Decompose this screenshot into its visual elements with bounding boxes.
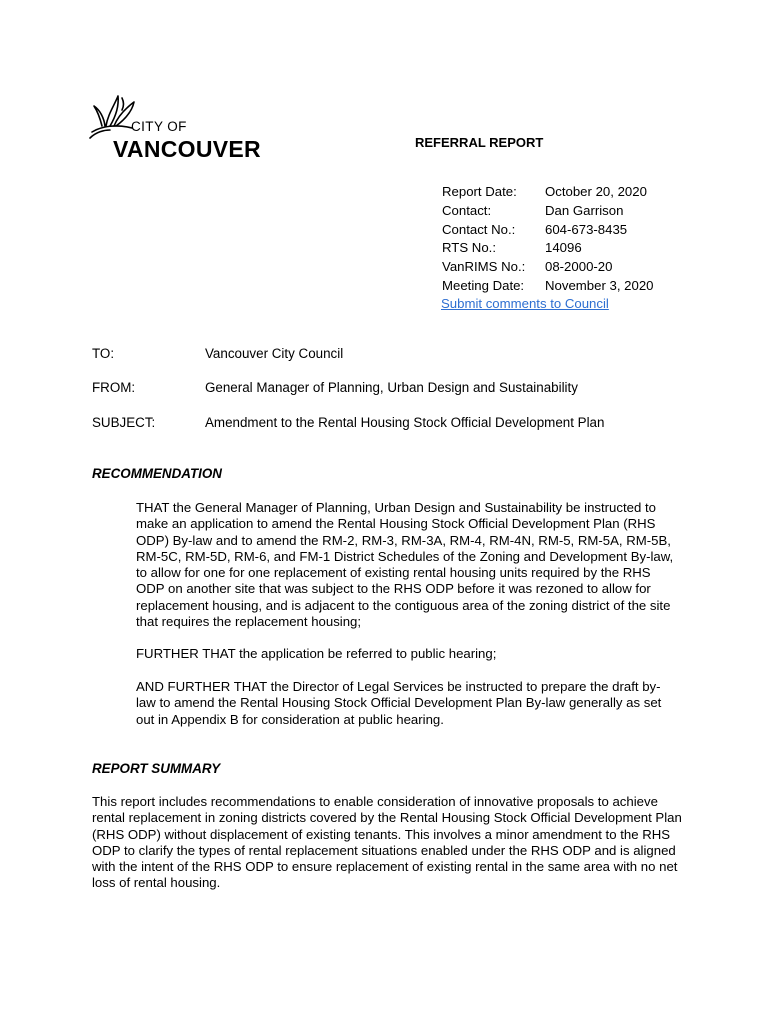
meta-value: 14096 bbox=[545, 240, 582, 256]
recommendation-para-a: THAT the General Manager of Planning, Urban Design and Sustainability be instructed to make an application to amend the Rental Housing Stock Official Development Plan (RHS ODP) By-law and to amend the RM-2, RM-3, RM-3A, RM-4, RM-4N, RM-5, RM-5A, RM-5B, RM-5C, RM-5D, RM-6, and FM-1 District Schedules of the Zoning and Development By-law, to allow for one for one replacement of existing rental housing units required by the RHS ODP on another site that was subject to the RHS ODP before it was rezoned to allow for replacement housing, and is adjacent to the contiguous area of the zoning district of the site that requires the replacement housing; bbox=[136, 500, 674, 630]
meta-row-vanrims-no bbox=[442, 258, 654, 277]
meta-label: Meeting Date: bbox=[442, 277, 525, 293]
meta-row-report-date bbox=[442, 183, 654, 202]
meta-label: RTS No.: bbox=[442, 240, 496, 256]
meta-row-meeting-date bbox=[442, 277, 654, 296]
meta-value: 604-673-8435 bbox=[545, 221, 628, 237]
subject-line bbox=[92, 415, 604, 430]
meta-label: Contact: bbox=[442, 202, 492, 218]
logo-city-of-text: CITY OF bbox=[131, 119, 187, 134]
logo-vancouver-text: VANCOUVER bbox=[113, 136, 261, 162]
meta-row-contact bbox=[442, 202, 654, 221]
meta-value: 08-2000-20 bbox=[545, 259, 613, 275]
recommendation-para-b: FURTHER THAT the application be referred to public hearing; bbox=[136, 646, 497, 661]
report-summary-text: This report includes recommendations to enable consideration of innovative proposals to achieve rental replacement in zoning districts covered by the Rental Housing Stock Official Development Plan (RHS ODP) without displacement of existing tenants. This involves a minor amendment to the RHS ODP to clarify the types of rental replacement situations enabled under the RHS ODP and is aligned with the intent of the RHS ODP to ensure replacement of existing rental in the same area with no net loss of rental housing. bbox=[92, 794, 682, 891]
subject-value: Amendment to the Rental Housing Stock Official Development Plan bbox=[205, 415, 605, 430]
from-line bbox=[92, 380, 578, 395]
submit-comments-link[interactable]: Submit comments to Council bbox=[441, 296, 609, 311]
city-of-vancouver-logo bbox=[88, 92, 263, 162]
to-label: TO: bbox=[92, 346, 115, 361]
subject-label: SUBJECT: bbox=[92, 415, 156, 430]
meta-row-rts-no bbox=[442, 239, 654, 258]
meta-value: November 3, 2020 bbox=[545, 277, 654, 293]
meta-label: Report Date: bbox=[442, 184, 517, 199]
to-line bbox=[92, 346, 343, 361]
to-value: Vancouver City Council bbox=[205, 346, 344, 361]
meta-label: Contact No.: bbox=[442, 221, 516, 237]
recommendation-heading: RECOMMENDATION bbox=[92, 466, 222, 481]
report-summary-heading: REPORT SUMMARY bbox=[92, 761, 221, 776]
meta-value: October 20, 2020 bbox=[545, 184, 647, 199]
report-meta bbox=[442, 183, 654, 296]
from-value: General Manager of Planning, Urban Design and Sustainability bbox=[205, 380, 578, 395]
leaf-emblem-icon bbox=[88, 92, 148, 142]
meta-label: VanRIMS No.: bbox=[442, 259, 526, 275]
from-label: FROM: bbox=[92, 380, 136, 395]
meta-value: Dan Garrison bbox=[545, 202, 624, 218]
recommendation-para-c: AND FURTHER THAT the Director of Legal Services be instructed to prepare the draft by-law to amend the Rental Housing Stock Official Development Plan By-law generally as set out in Appendix B for consideration at public hearing. bbox=[136, 679, 662, 727]
report-title: REFERRAL REPORT bbox=[415, 135, 544, 150]
meta-row-contact-no bbox=[442, 221, 654, 240]
